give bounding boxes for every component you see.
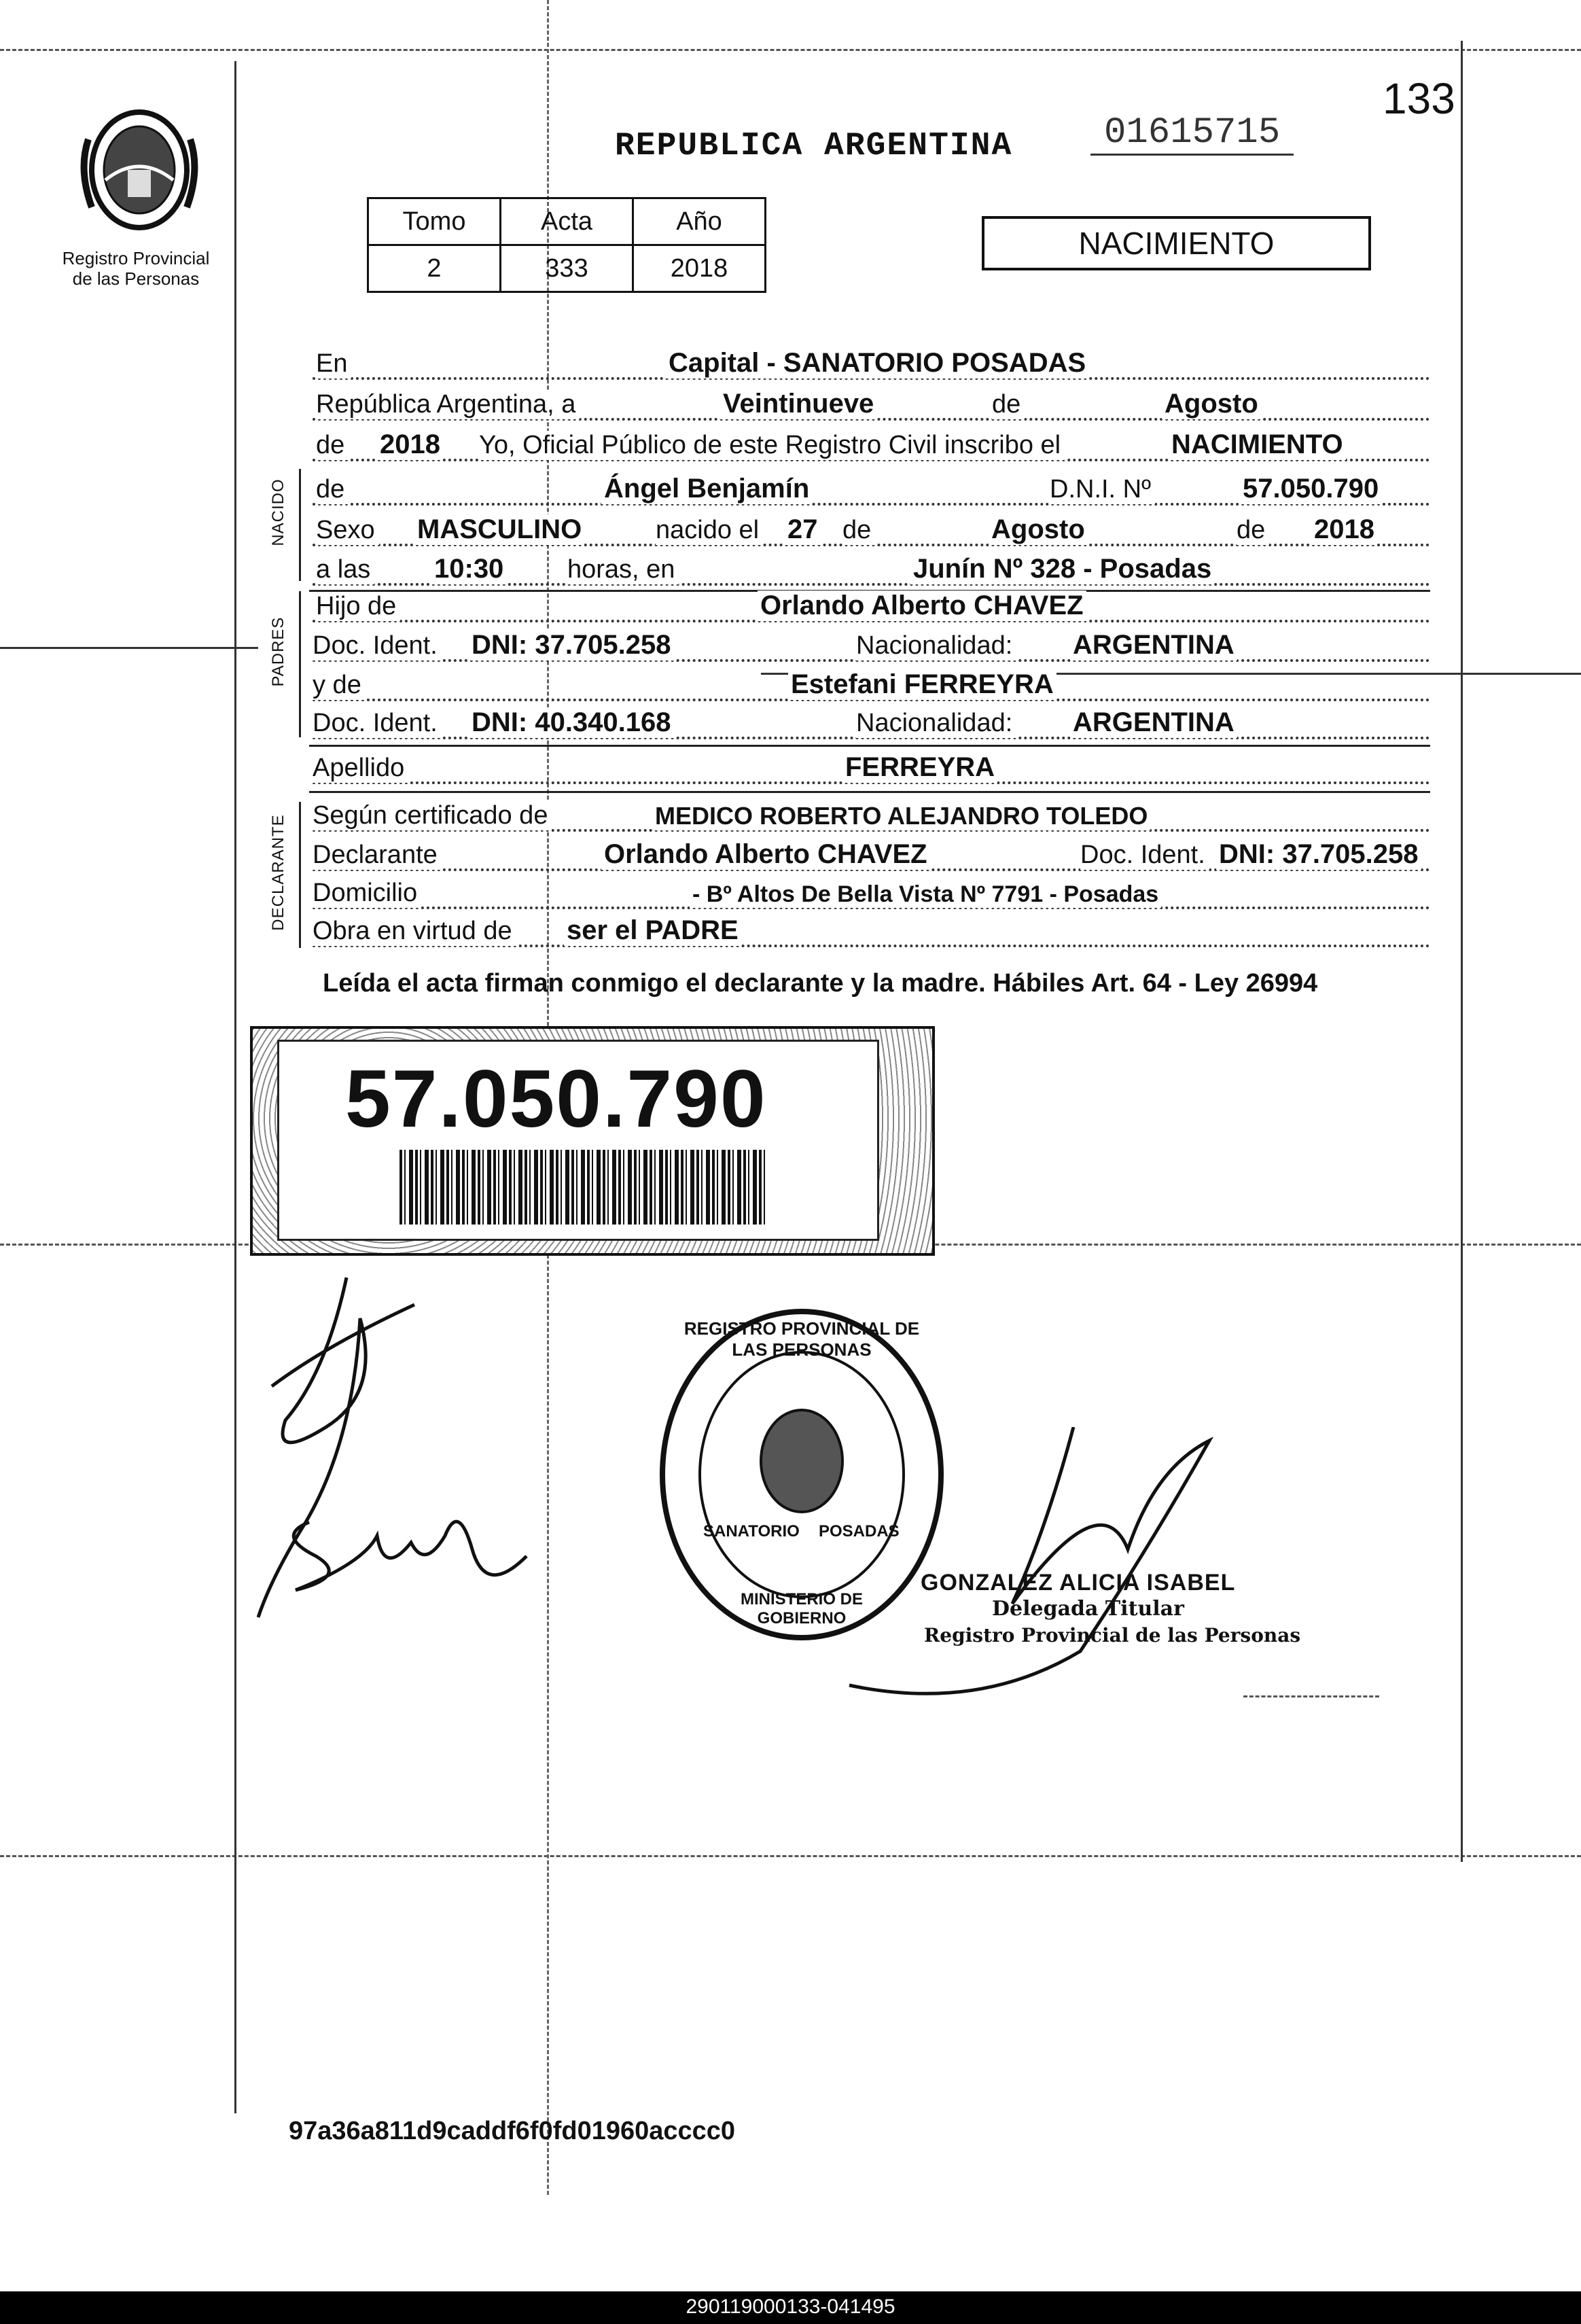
de-year-label: de bbox=[316, 431, 349, 460]
table-header-acta: Acta bbox=[501, 198, 633, 245]
margin-line-right bbox=[1461, 41, 1463, 1862]
stamp-bottom-text: MINISTERIO DE GOBIERNO bbox=[740, 1590, 863, 1627]
hijo-label: Hijo de bbox=[316, 592, 400, 621]
domicilio-label: Domicilio bbox=[313, 879, 421, 908]
table-header-ano: Año bbox=[633, 198, 766, 245]
row-year bbox=[313, 425, 1430, 464]
father-nationality: ARGENTINA bbox=[1070, 630, 1237, 661]
fold-line-left-1 bbox=[0, 647, 258, 649]
y-de-label: y de bbox=[313, 671, 366, 700]
father-nac-label: Nacionalidad: bbox=[856, 631, 1016, 661]
section-divider-2 bbox=[309, 745, 1430, 747]
day-words: Veintinueve bbox=[720, 389, 876, 419]
declarante-label: Declarante bbox=[313, 841, 442, 870]
barcode bbox=[399, 1150, 766, 1225]
row-father-doc bbox=[313, 625, 1430, 665]
official-title: Delegada Titular bbox=[992, 1597, 1184, 1621]
closing-text: Leída el acta firman conmigo el declarante y la madre. Hábiles Art. 64 - Ley 26994 bbox=[323, 969, 1318, 998]
mother-doc: DNI: 40.340.168 bbox=[469, 707, 674, 738]
birth-de2-label: de bbox=[1237, 516, 1269, 545]
en-label: En bbox=[316, 349, 351, 378]
fold-line-top bbox=[0, 49, 1581, 51]
padres-bracket bbox=[299, 591, 301, 737]
official-text: Yo, Oficial Público de este Registro Civil inscribo el bbox=[479, 431, 1065, 460]
official-office: Registro Provincial de las Personas bbox=[924, 1624, 1301, 1647]
row-nacido-name bbox=[313, 469, 1430, 508]
a-las-label: a las bbox=[316, 555, 374, 584]
act-type-box bbox=[982, 216, 1371, 270]
page-number: 133 bbox=[1383, 74, 1455, 123]
dni-sticker bbox=[250, 1026, 929, 1250]
sticker-dni-number: 57.050.790 bbox=[345, 1053, 767, 1144]
birth-time: 10:30 bbox=[431, 554, 506, 584]
event-value: NACIMIENTO bbox=[1169, 429, 1346, 460]
mother-name: Estefani FERREYRA bbox=[788, 669, 1056, 700]
cert-label: Según certificado de bbox=[313, 801, 552, 830]
sexo-value: MASCULINO bbox=[414, 514, 584, 545]
official-name: GONZALEZ ALICIA ISABEL bbox=[921, 1570, 1236, 1596]
nacido-bracket bbox=[299, 469, 301, 581]
registry-name-line2: de las Personas bbox=[72, 268, 200, 289]
padres-section-label: PADRES bbox=[269, 616, 287, 687]
fold-line-3 bbox=[0, 1855, 1581, 1857]
birth-de-label: de bbox=[842, 516, 875, 545]
birth-place: Junín Nº 328 - Posadas bbox=[910, 554, 1214, 584]
row-mother bbox=[313, 665, 1430, 704]
mother-doc-label: Doc. Ident. bbox=[313, 709, 442, 738]
stamp-inner-right: POSADAS bbox=[819, 1522, 900, 1540]
row-a-las bbox=[313, 549, 1430, 588]
declarante-doc-label: Doc. Ident. bbox=[1080, 841, 1209, 870]
nacido-de-label: de bbox=[316, 475, 349, 504]
row-en bbox=[313, 343, 1430, 383]
apellido-label: Apellido bbox=[313, 754, 408, 783]
father-doc: DNI: 37.705.258 bbox=[469, 630, 674, 661]
nacido-section-label: NACIDO bbox=[269, 478, 287, 546]
father-name: Orlando Alberto CHAVEZ bbox=[758, 591, 1086, 621]
declarante-bracket bbox=[299, 802, 301, 948]
father-doc-label: Doc. Ident. bbox=[313, 631, 442, 661]
volume-table bbox=[367, 197, 766, 293]
child-dni: 57.050.790 bbox=[1240, 474, 1381, 504]
table-value-acta: 333 bbox=[501, 245, 633, 292]
stamp-outer-text: REGISTRO PROVINCIAL DE LAS PERSONAS bbox=[683, 1318, 920, 1360]
domicilio-value: - Bº Altos De Bella Vista Nº 7791 - Posadas bbox=[690, 881, 1161, 908]
province-seal-icon bbox=[75, 99, 204, 241]
table-header-tomo: Tomo bbox=[368, 198, 501, 245]
row-obra bbox=[313, 911, 1430, 950]
document-title: REPUBLICA ARGENTINA bbox=[615, 128, 1013, 164]
row-certificado bbox=[313, 795, 1430, 834]
cert-value: MEDICO ROBERTO ALEJANDRO TOLEDO bbox=[652, 802, 1150, 830]
birth-day: 27 bbox=[785, 514, 821, 545]
sexo-label: Sexo bbox=[316, 516, 379, 545]
de-label: de bbox=[992, 390, 1025, 419]
row-hijo bbox=[313, 586, 1430, 625]
registry-name-line1: Registro Provincial bbox=[62, 248, 210, 268]
row-mother-doc bbox=[313, 703, 1430, 742]
declarante-doc: DNI: 37.705.258 bbox=[1216, 839, 1421, 870]
signature-dash bbox=[1243, 1695, 1379, 1697]
province-seal bbox=[75, 99, 204, 241]
obra-label: Obra en virtud de bbox=[313, 917, 516, 946]
row-sexo bbox=[313, 510, 1430, 549]
seal-caption bbox=[41, 248, 231, 289]
month-value: Agosto bbox=[1162, 389, 1261, 419]
mother-nationality: ARGENTINA bbox=[1070, 707, 1237, 738]
section-divider-3 bbox=[309, 791, 1430, 793]
serial-number: 01615715 bbox=[1090, 112, 1294, 156]
table-value-ano: 2018 bbox=[633, 245, 766, 292]
row-republica bbox=[313, 384, 1430, 423]
stamp-inner-left: SANATORIO bbox=[703, 1522, 800, 1540]
mother-signature-icon bbox=[268, 1481, 554, 1610]
row-apellido bbox=[313, 747, 1430, 787]
obra-value: ser el PADRE bbox=[564, 915, 741, 946]
year-value: 2018 bbox=[377, 429, 443, 460]
place-value: Capital - SANATORIO POSADAS bbox=[666, 348, 1088, 378]
republica-label: República Argentina, a bbox=[316, 390, 580, 419]
table-value-tomo: 2 bbox=[368, 245, 501, 292]
margin-line-left bbox=[234, 61, 236, 2113]
horas-label: horas, en bbox=[567, 555, 679, 584]
mother-nac-label: Nacionalidad: bbox=[856, 709, 1016, 738]
child-name: Ángel Benjamín bbox=[601, 474, 812, 504]
birth-month: Agosto bbox=[989, 514, 1088, 545]
act-type-label: NACIMIENTO bbox=[1078, 226, 1275, 261]
footer-id: 290119000133-041495 bbox=[686, 2295, 895, 2318]
nacido-el-label: nacido el bbox=[656, 516, 763, 545]
row-domicilio bbox=[313, 873, 1430, 912]
declarante-value: Orlando Alberto CHAVEZ bbox=[601, 839, 930, 870]
dni-label: D.N.I. Nº bbox=[1050, 475, 1155, 504]
row-declarante bbox=[313, 834, 1430, 874]
document-hash: 97a36a811d9caddf6f0fd01960acccc0 bbox=[289, 2117, 736, 2145]
declarante-section-label: DECLARANTE bbox=[269, 814, 287, 931]
apellido-value: FERREYRA bbox=[842, 752, 997, 783]
birth-year: 2018 bbox=[1311, 514, 1377, 545]
